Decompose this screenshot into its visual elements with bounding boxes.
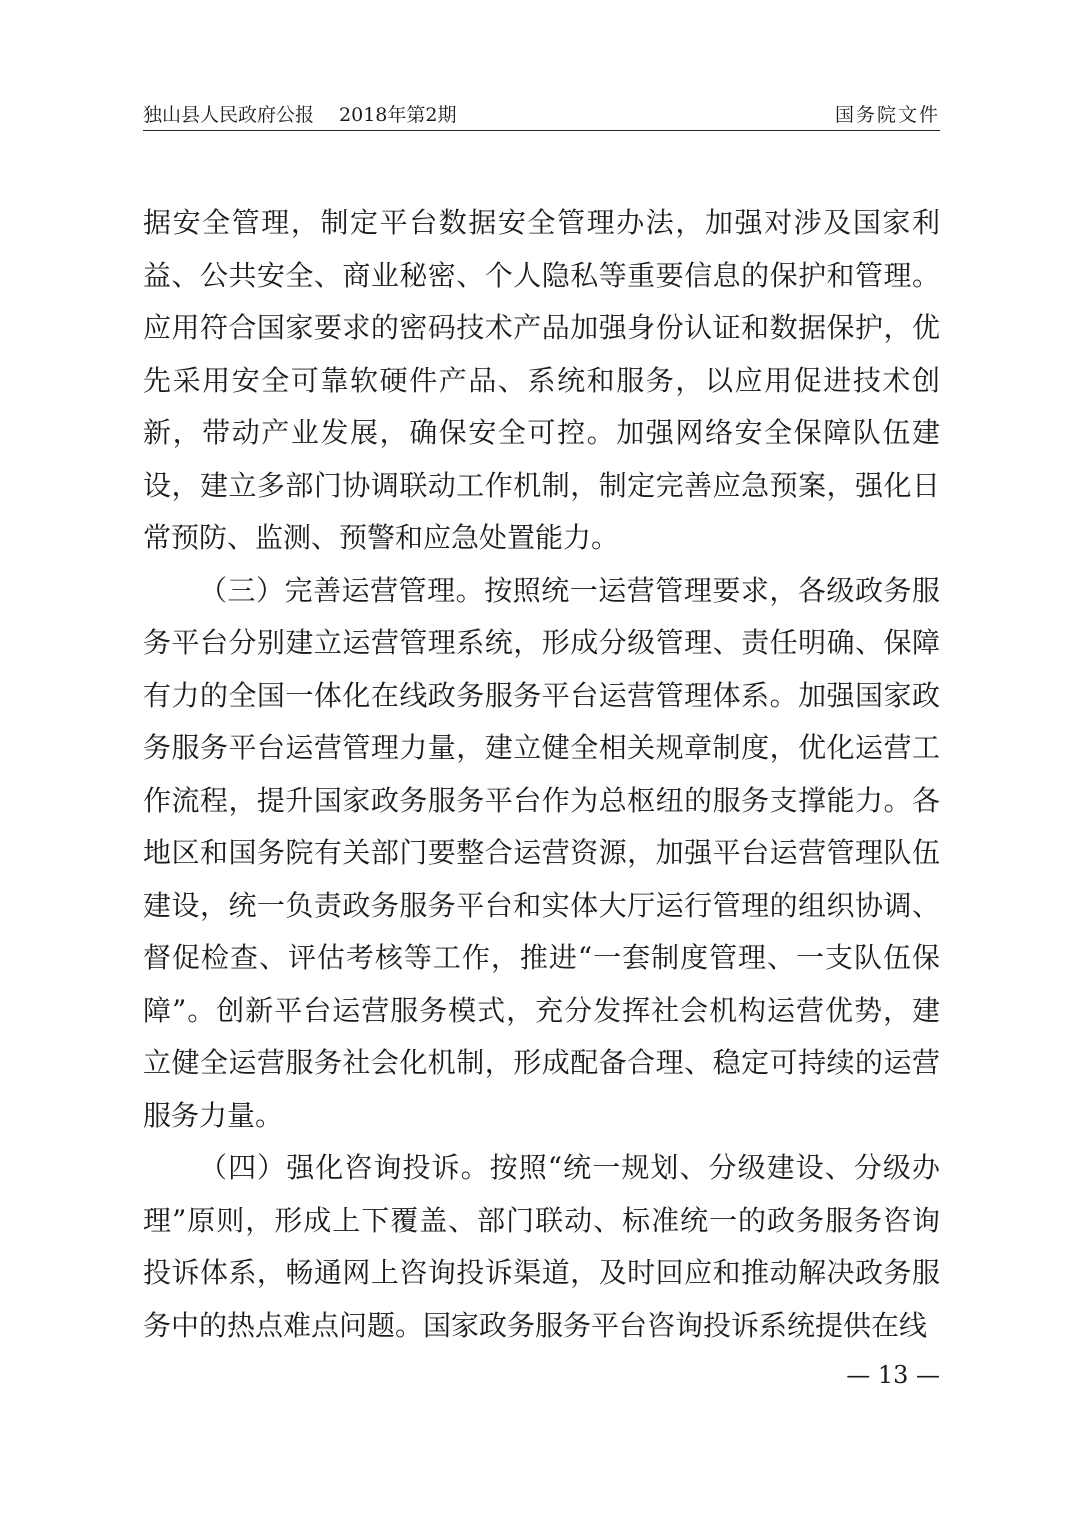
header-section-title: 国务院文件 [834, 104, 940, 126]
running-header [143, 100, 940, 130]
header-publication-title: 独山县人民政府公报 2018年第2期 [143, 104, 457, 126]
document-body [143, 197, 940, 1352]
page-number: — 13 — [846, 1361, 940, 1389]
header-divider [143, 130, 940, 131]
paragraph-operations-management: （三）完善运营管理。按照统一运营管理要求，各级政务服务平台分别建立运营管理系统，形成分级管理、责任明确、保障有力的全国一体化在线政务服务平台运营管理体系。加强国家政务服务平台运营管理力量，建立健全相关规章制度，优化运营工作流程，提升国家政务服务平台作为总枢纽的服务支撑能力。各地区和国务院有关部门要整合运营资源，加强平台运营管理队伍建设，统一负责政务服务平台和实体大厅运行管理的组织协调、督促检查、评估考核等工作，推进“一套制度管理、一支队伍保障”。创新平台运营服务模式，充分发挥社会机构运营优势，建立健全运营服务社会化机制，形成配备合理、稳定可持续的运营服务力量。 [143, 573, 940, 1132]
paragraph-consultation-complaints: （四）强化咨询投诉。按照“统一规划、分级建设、分级办理”原则，形成上下覆盖、部门联动、标准统一的政务服务咨询投诉体系，畅通网上咨询投诉渠道，及时回应和推动解决政务服务中的热点难点问题。国家政务服务平台咨询投诉系统提供在线 [143, 1151, 940, 1342]
paragraph-continued: 据安全管理，制定平台数据安全管理办法，加强对涉及国家利益、公共安全、商业秘密、个人隐私等重要信息的保护和管理。应用符合国家要求的密码技术产品加强身份认证和数据保护，优先采用安全可靠软硬件产品、系统和服务，以应用促进技术创新，带动产业发展，确保安全可控。加强网络安全保障队伍建设，建立多部门协调联动工作机制，制定完善应急预案，强化日常预防、监测、预警和应急处置能力。 [143, 206, 940, 554]
